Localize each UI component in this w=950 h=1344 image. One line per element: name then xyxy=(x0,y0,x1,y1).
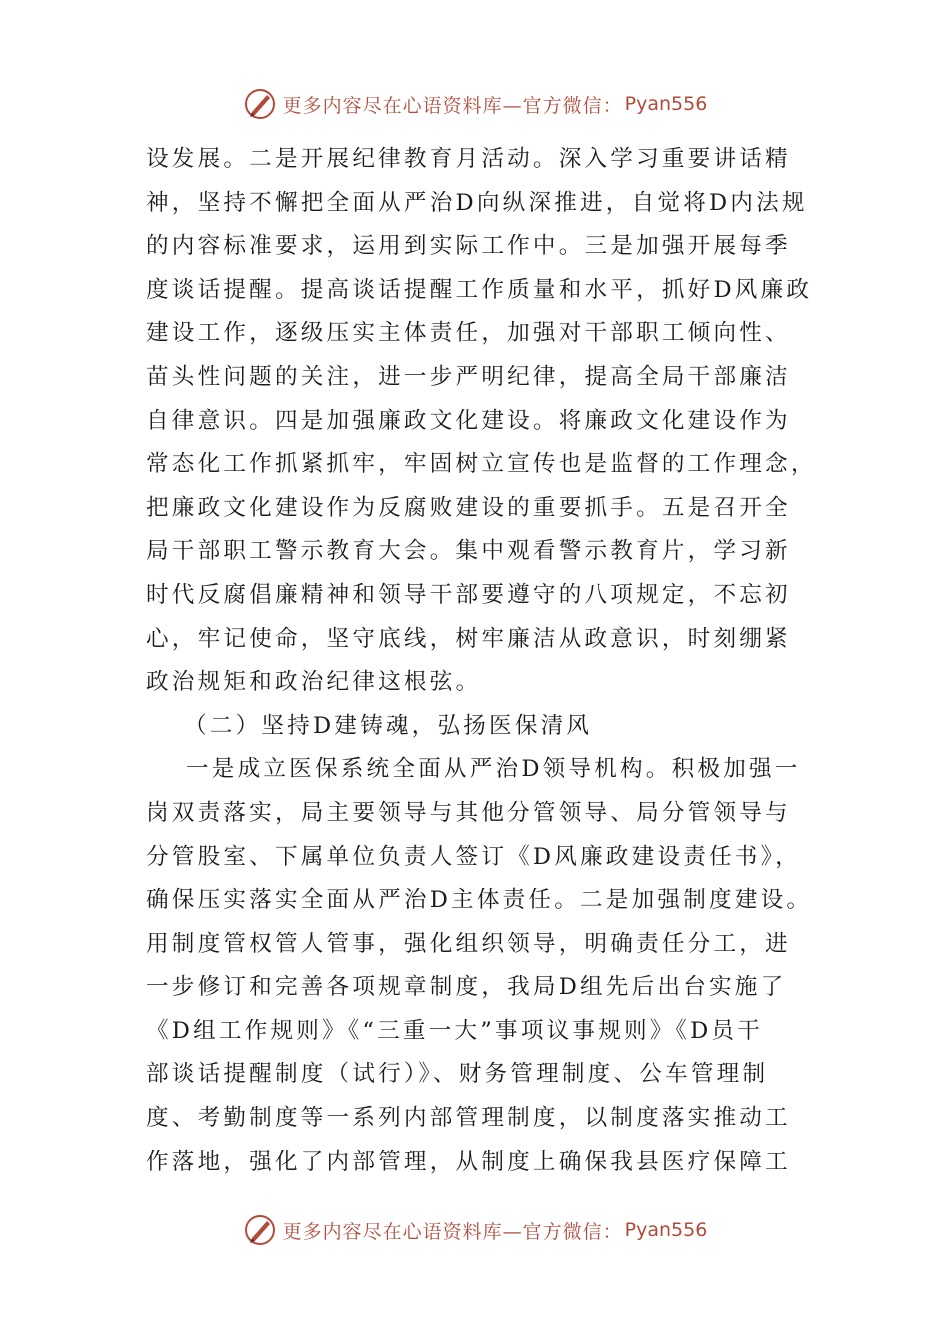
body-line: 心，牢记使命，坚守底线，树牢廉洁从政意识，时刻绷紧 xyxy=(146,625,791,652)
body-line: 岗双责落实，局主要领导与其他分管领导、局分管领导与 xyxy=(146,799,791,826)
body-line: 度谈话提醒。提高谈话提醒工作质量和水平，抓好D风廉政 xyxy=(146,276,813,303)
body-line: 部谈话提醒制度（试行）》、财务管理制度、公车管理制 xyxy=(146,1061,769,1088)
body-line: 设发展。二是开展纪律教育月活动。深入学习重要讲话精 xyxy=(146,146,791,172)
body-line: 时代反腐倡廉精神和领导干部要遵守的八项规定，不忘初 xyxy=(146,581,791,608)
wechat-id: Pyan556 xyxy=(624,93,708,115)
body-line: 确保压实落实全面从严治D主体责任。二是加强制度建设。 xyxy=(146,887,813,914)
section-heading: （二）坚持D建铸魂，弘扬医保清风 xyxy=(184,712,593,739)
watermark-text: 更多内容尽在心语资料库—官方微信： xyxy=(282,94,623,117)
body-line: 政治规矩和政治纪律这根弦。 xyxy=(146,669,482,696)
document-body xyxy=(146,138,817,1184)
footer-watermark xyxy=(0,1210,950,1250)
wechat-id: Pyan556 xyxy=(624,1219,708,1241)
body-line: 建设工作，逐级压实主体责任，加强对干部职工倾向性、 xyxy=(146,320,791,347)
pen-circle-logo-icon xyxy=(243,1213,277,1247)
body-line: 神，坚持不懈把全面从严治D向纵深推进，自觉将D内法规 xyxy=(146,189,808,216)
body-line: 一步修订和完善各项规章制度，我局D组先后出台实施了 xyxy=(146,974,787,1001)
body-line: 度、考勤制度等一系列内部管理制度，以制度落实推动工 xyxy=(146,1105,791,1132)
body-line: 作落地，强化了内部管理，从制度上确保我县医疗保障工 xyxy=(146,1148,791,1175)
body-line: 常态化工作抓紧抓牢，牢固树立宣传也是监督的工作理念， xyxy=(146,451,817,478)
body-line: 自律意识。四是加强廉政文化建设。将廉政文化建设作为 xyxy=(146,407,791,434)
body-line: 分管股室、下属单位负责人签订《D风廉政建设责任书》， xyxy=(146,843,801,870)
body-line: 用制度管权管人管事，强化组织领导，明确责任分工，进 xyxy=(146,930,791,957)
pen-circle-logo-icon xyxy=(243,87,277,121)
body-line: 的内容标准要求，运用到实际工作中。三是加强开展每季 xyxy=(146,233,791,260)
watermark-text: 更多内容尽在心语资料库—官方微信： xyxy=(282,1220,623,1243)
paragraph-start-line: 一是成立医保系统全面从严治D领导机构。积极加强一 xyxy=(186,756,801,783)
body-line: 把廉政文化建设作为反腐败建设的重要抓手。五是召开全 xyxy=(146,494,791,521)
body-line: 《D组工作规则》《“三重一大”事项议事规则》《D员干 xyxy=(146,1017,763,1044)
header-watermark xyxy=(0,84,950,124)
body-line: 局干部职工警示教育大会。集中观看警示教育片，学习新 xyxy=(146,538,791,565)
body-line: 苗头性问题的关注，进一步严明纪律，提高全局干部廉洁 xyxy=(146,363,791,390)
